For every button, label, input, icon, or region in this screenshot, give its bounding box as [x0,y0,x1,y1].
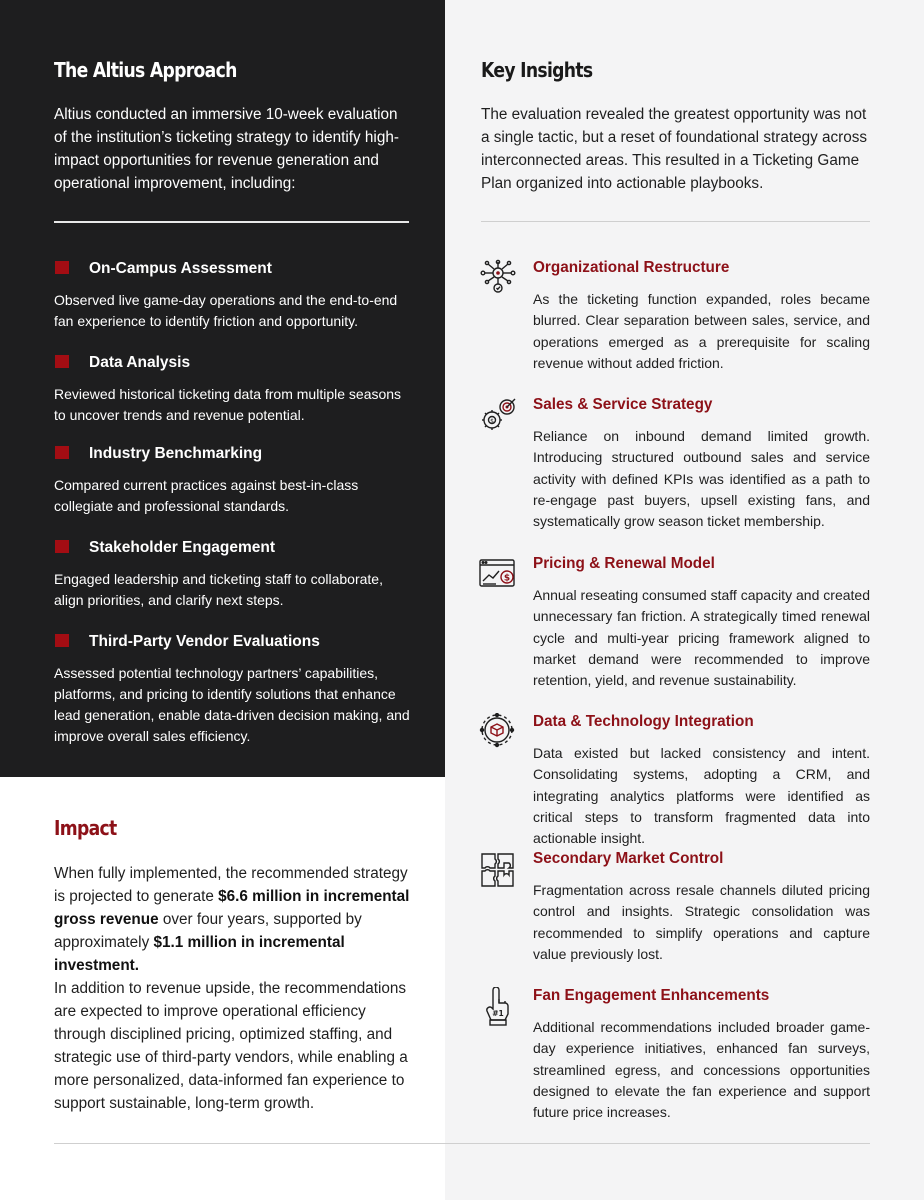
approach-item-title: On-Campus Assessment [89,260,272,277]
insight-title: Fan Engagement Enhancements [533,987,770,1004]
approach-item-title: Industry Benchmarking [89,445,263,462]
impact-text: When fully implemented, the recommended strategy is projected to generate [54,865,408,905]
investment-highlight: $1.1 million in incremental investment. [54,934,345,974]
approach-item-title: Stakeholder Engagement [89,539,276,556]
insight-title: Data & Technology Integration [533,713,754,730]
impact-paragraph-1 [54,862,414,977]
insights-intro: The evaluation revealed the greatest opportunity was not a single tactic, but a reset of foundational strategy across interconnected areas. This resulted in a Ticketing Game Plan organized into actionable playbooks. [481,106,868,192]
approach-item-desc: Assessed potential technology partners’ capabilities, platforms, and pricing to identify solutions that enhance lead generation, enable data-driven decision making, and improve overall sales efficiency. [54,665,410,744]
approach-title: The Altius Approach [54,58,237,82]
approach-item-desc: Reviewed historical ticketing data from multiple seasons to uncover trends and revenue potential. [54,386,402,423]
insight-title: Pricing & Renewal Model [533,555,715,572]
insight-desc: Fragmentation across resale channels diluted pricing control and insights. Strategic consolidation was recommended to simplify operations and capture value previously lost. [533,882,870,962]
impact-paragraph-2: In addition to revenue upside, the recommendations are expected to improve operational efficiency through disciplined pricing, optimized staffing, and strategic use of third-party vendors, while enabling a more personalized, data-informed fan experience to support sustainable, long-term growth. [54,980,408,1112]
approach-item-desc: Engaged leadership and ticketing staff to collaborate, align priorities, and clarify next steps. [54,571,383,608]
insight-desc: Additional recommendations included broader game-day experience initiatives, enhanced fan surveys, streamlined egress, and concessions opportunities designed to elevate the fan experience and support future price increases. [533,1019,870,1121]
insight-desc: Annual reseating consumed staff capacity and created unnecessary fan friction. A strategically timed renewal cycle and multi-year pricing framework aligned to market demand were recommended to improve retention, yield, and revenue sustainability. [533,587,870,689]
square-bullet-icon [55,446,69,459]
approach-divider [54,221,409,223]
bottom-divider [54,1143,870,1144]
insight-desc: Data existed but lacked consistency and intent. Consolidating systems, adopting a CRM, and integrating analytics platforms were identified as critical steps to transform fragmented data into actionable insight. [533,745,870,847]
square-bullet-icon [55,634,69,647]
insight-title: Organizational Restructure [533,259,730,276]
pricing-chart-icon [478,555,518,595]
foam-finger-icon [478,987,518,1027]
square-bullet-icon [55,355,69,368]
approach-item-title: Data Analysis [89,354,191,371]
impact-text: over four years, supported by approximately [54,911,362,951]
insights-title: Key Insights [481,58,593,82]
foam-finger-label: #1 [492,1009,504,1018]
puzzle-icon [478,850,518,890]
insight-desc: As the ticketing function expanded, roles became blurred. Clear separation between sales, service, and operations emerged as a prerequisite for scaling revenue without added friction. [533,291,870,371]
gears-target-icon [478,396,518,436]
square-bullet-icon [55,540,69,553]
square-bullet-icon [55,261,69,274]
svg-text:$: $ [490,418,494,425]
insight-title: Sales & Service Strategy [533,396,713,413]
revenue-highlight: $6.6 million in incremental gross revenue [54,888,410,928]
svg-text:$: $ [503,573,511,584]
org-network-icon [478,259,518,299]
insight-desc: Reliance on inbound demand limited growth. Introducing structured outbound sales and service activity with defined KPIs was identified as a path to re-engage past buyers, upsell existing fans, and systematically grow season ticket membership. [533,428,870,530]
insight-title: Secondary Market Control [533,850,724,867]
impact-title: Impact [54,816,117,840]
approach-item-desc: Observed live game-day operations and the end-to-end fan experience to identify friction and opportunity. [54,292,398,329]
approach-item-desc: Compared current practices against best-in-class collegiate and professional standards. [54,477,359,514]
data-cube-icon [478,713,518,753]
approach-intro: Altius conducted an immersive 10-week evaluation of the institution’s ticketing strategy to identify high-impact opportunities for revenue generation and operational improvement, including: [54,106,399,192]
insights-divider [481,221,870,222]
approach-item-title: Third-Party Vendor Evaluations [89,633,320,650]
